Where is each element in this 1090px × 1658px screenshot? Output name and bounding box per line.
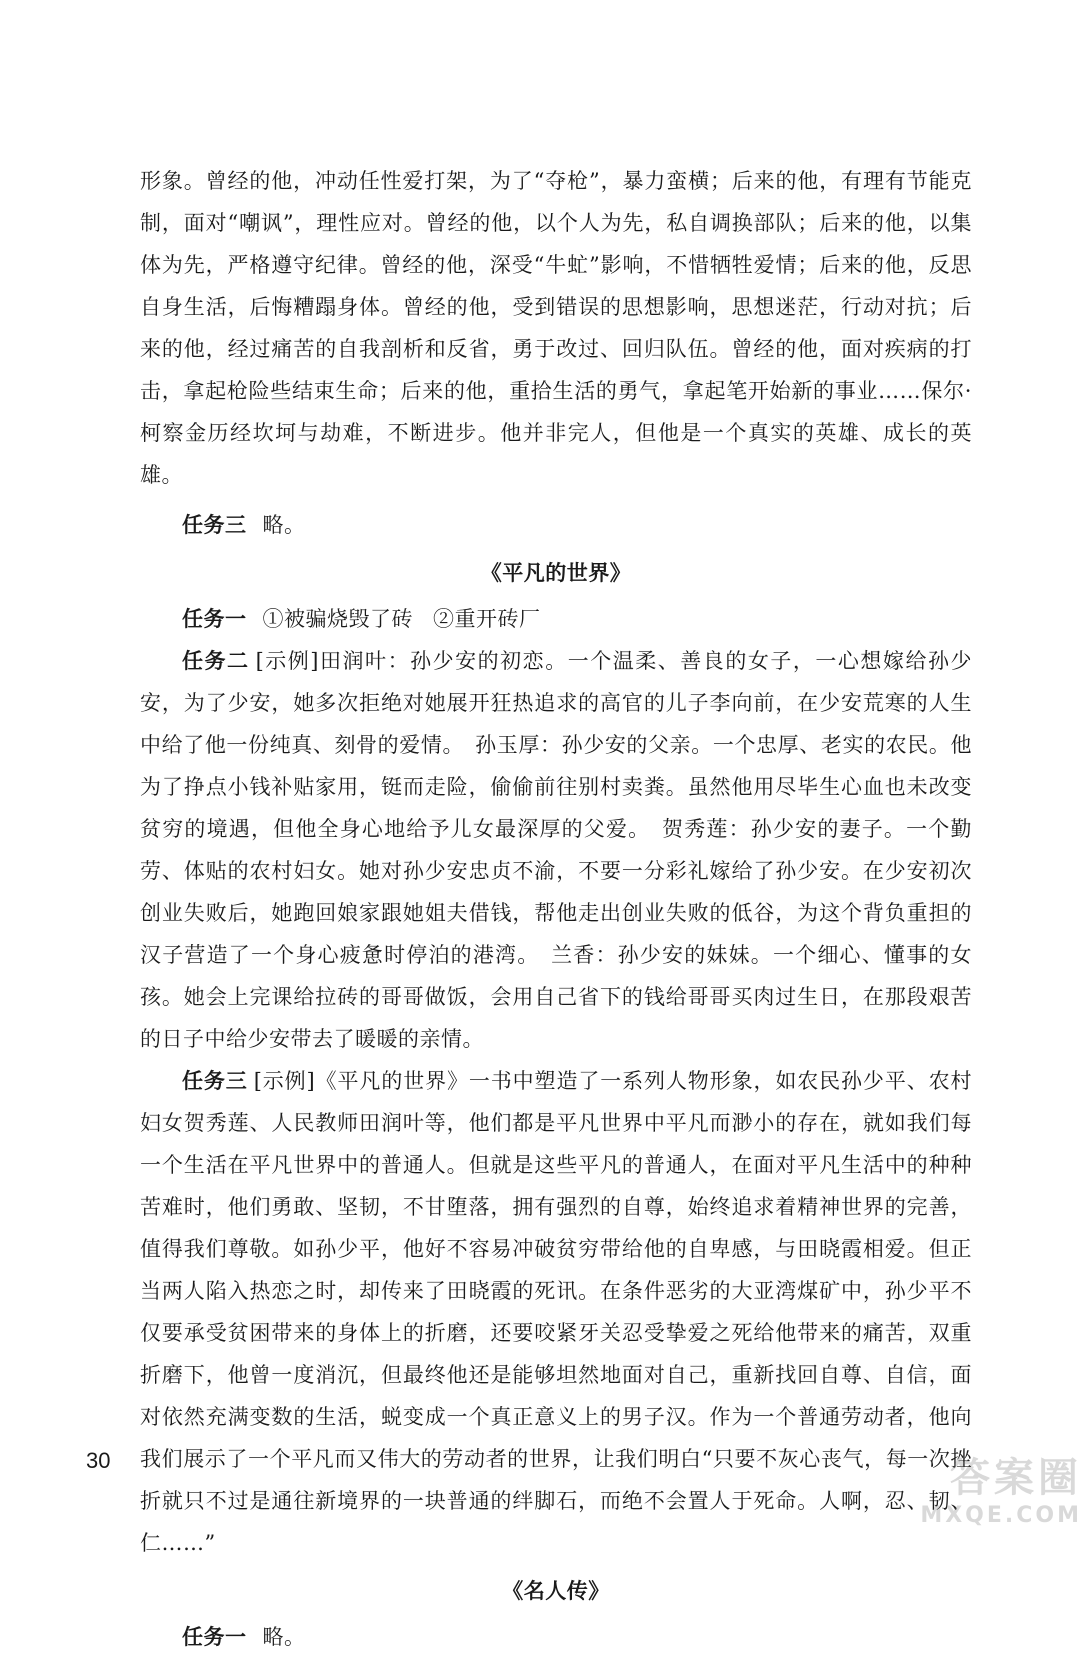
answer-item-2: ②重开砖厂 [433,607,541,631]
task-text: 略。 [262,513,306,537]
answer-item-1: ①被骗烧毁了砖 [262,607,413,631]
section-title-ordinary-world: 《平凡的世界》 [480,561,632,585]
task-one-section2 [140,598,972,640]
task-label: 任务二 [182,649,250,673]
watermark-logo [886,1456,1082,1528]
page-number: 30 [86,1448,111,1473]
task-text: 略。 [262,1625,306,1649]
section-title-famous-lives: 《名人传》 [502,1579,610,1603]
task-label: 任务三 [182,1069,248,1093]
watermark-text-bottom: MXQE.COM [920,1503,1082,1528]
task-label: 任务三 [182,513,247,537]
task-label: 任务一 [182,607,247,631]
task-one-section3 [140,1616,972,1658]
task-text: [示例]田润叶：孙少安的初恋。一个温柔、善良的女子，一心想嫁给孙少安，为了少安，她多次拒绝对她展开狂热追求的高官的儿子李向前，在少安荒寒的人生中给了他一份纯真、刻骨的爱情。 孙玉厚：孙少安的父亲。一个忠厚、老实的农民。他为了挣点小钱补贴家用，铤而走险，偷偷前往别村卖粪。虽然他用尽毕生心血也未改变贫穷的境遇，但他全身心地给予儿女最深厚的父爱。 贺秀莲：孙少安的妻子。一个勤劳、体贴的农村妇女。她对孙少安忠贞不渝，不要一分彩礼嫁给了孙少安。在少安初次创业失败后，她跑回娘家跟她姐夫借钱，帮他走出创业失败的低谷，为这个背负重担的汉子营造了一个身心疲惫时停泊的港湾。 兰香：孙少安的妹妹。一个细心、懂事的女孩。她会上完课给拉砖的哥哥做饭，会用自己省下的钱给哥哥买肉过生日，在那段艰苦的日子中给少安带去了暖暖的亲情。 [140,649,973,1051]
task-two-section2 [140,640,972,1060]
paragraph-pavel-growth: 形象。曾经的他，冲动任性爱打架，为了“夺枪”，暴力蛮横；后来的他，有理有节能克制，面对“嘲讽”，理性应对。曾经的他，以个人为先，私自调换部队；后来的他，以集体为先，严格遵守纪律。曾经的他，深受“牛虻”影响，不惜牺牲爱情；后来的他，反思自身生活，后悔糟蹋身体。曾经的他，受到错误的思想影响，思想迷茫，行动对抗；后来的他，经过痛苦的自我剖析和反省，勇于改过、回归队伍。曾经的他，面对疾病的打击，拿起枪险些结束生命；后来的他，重拾生活的勇气，拿起笔开始新的事业……保尔·柯察金历经坎坷与劫难，不断进步。他并非完人，但他是一个真实的英雄、成长的英雄。 [140,169,972,487]
task-text: [示例]《平凡的世界》一书中塑造了一系列人物形象，如农民孙少平、农村妇女贺秀莲、人民教师田润叶等，他们都是平凡世界中平凡而渺小的存在，就如我们每一个生活在平凡世界中的普通人。但就是这些平凡的普通人，在面对平凡生活中的种种苦难时，他们勇敢、坚韧，不甘堕落，拥有强烈的自尊，始终追求着精神世界的完善，值得我们尊敬。如孙少平，他好不容易冲破贫穷带给他的自卑感，与田晓霞相爱。但正当两人陷入热恋之时，却传来了田晓霞的死讯。在条件恶劣的大亚湾煤矿中，孙少平不仅要承受贫困带来的身体上的折磨，还要咬紧牙关忍受挚爱之死给他带来的痛苦，双重折磨下，他曾一度消沉，但最终他还是能够坦然地面对自己，重新找回自尊、自信，面对依然充满变数的生活，蜕变成一个真正意义上的男子汉。作为一个普通劳动者，他向我们展示了一个平凡而又伟大的劳动者的世界，让我们明白“只要不灰心丧气，每一次挫折就只不过是通往新境界的一块普通的绊脚石，而绝不会置人于死命。人啊，忍、韧、仁……” [140,1069,973,1555]
task-three-section2 [140,1060,972,1564]
page-content [140,160,972,1658]
watermark-text-top: 答案圈 [950,1455,1082,1501]
task-label: 任务一 [182,1625,247,1649]
task-three-section1 [140,504,972,546]
